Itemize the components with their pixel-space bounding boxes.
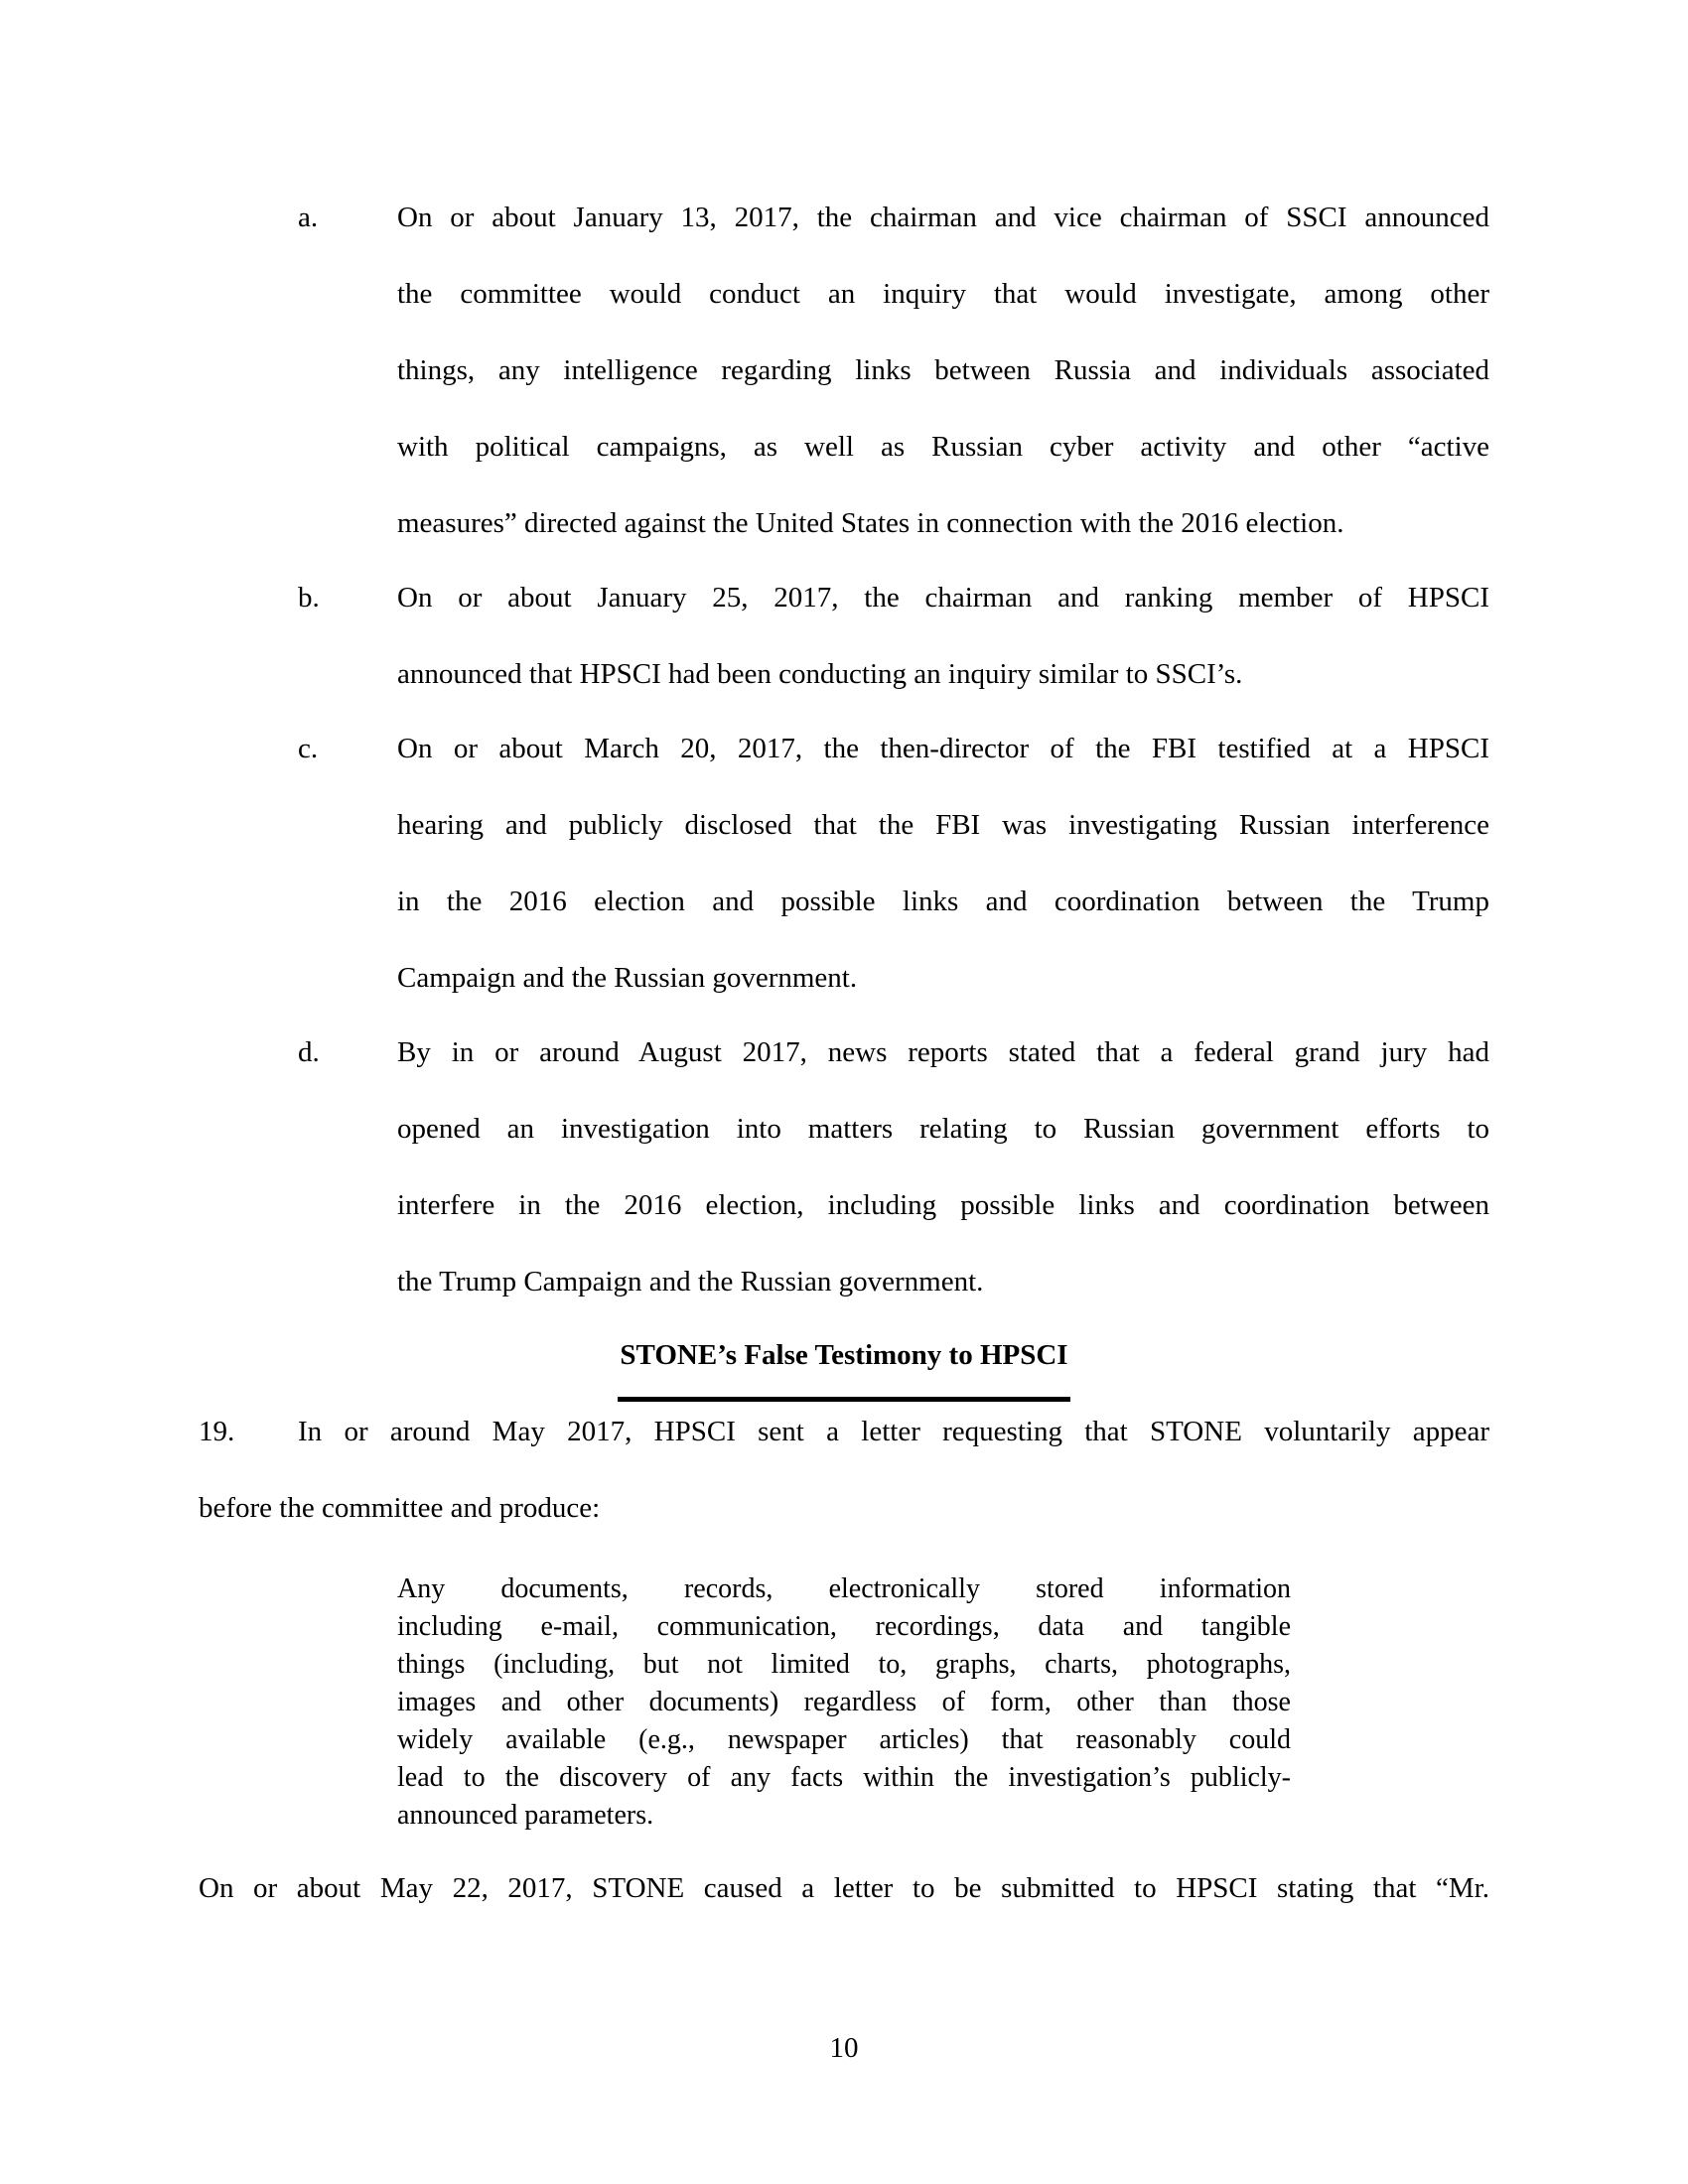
text-line: hearing and publicly disclosed that the FBI was investigating Russian interference bbox=[397, 809, 1489, 841]
text-line: things, any intelligence regarding links between Russia and individuals associated bbox=[397, 354, 1489, 386]
subparagraph-b-marker: b. bbox=[298, 582, 320, 614]
subparagraph-c-marker: c. bbox=[298, 733, 319, 764]
text-line: On or about May 22, 2017, STONE caused a letter to be submitted to HPSCI stating that “Mr. bbox=[199, 1872, 1489, 1904]
page-number-text: 10 bbox=[829, 2032, 859, 2064]
text-line: with political campaigns, as well as Russian cyber activity and other “active bbox=[397, 431, 1489, 463]
text-line bbox=[199, 1394, 1489, 1470]
quote-line: widely available (e.g., newspaper articles) that reasonably could bbox=[397, 1724, 1291, 1755]
text-line: By in or around August 2017, news reports stated that a federal grand jury had bbox=[397, 1036, 1489, 1068]
block-quote bbox=[397, 1570, 1291, 1835]
subparagraph-a-marker: a. bbox=[298, 202, 319, 233]
text-line: On or about January 13, 2017, the chairman and vice chairman of SSCI announced bbox=[397, 202, 1489, 233]
quote-line: including e-mail, communication, recordings, data and tangible bbox=[397, 1611, 1291, 1642]
text-line: On or about March 20, 2017, the then-director of the FBI testified at a HPSCI bbox=[397, 733, 1489, 764]
text-line: Campaign and the Russian government. bbox=[397, 962, 858, 994]
paragraph-19-number: 19. bbox=[199, 1416, 235, 1447]
text-line: announced that HPSCI had been conducting an inquiry similar to SSCI’s. bbox=[397, 658, 1243, 690]
text-line: the Trump Campaign and the Russian government. bbox=[397, 1266, 984, 1297]
paragraph-19 bbox=[199, 1394, 1489, 1547]
quote-line: Any documents, records, electronically stored information bbox=[397, 1573, 1291, 1604]
quote-line: things (including, but not limited to, graphs, charts, photographs, bbox=[397, 1649, 1291, 1680]
subparagraph-b bbox=[298, 560, 1489, 713]
section-heading-text: STONE’s False Testimony to HPSCI bbox=[618, 1317, 1069, 1402]
subparagraph-c bbox=[298, 711, 1489, 1017]
page-number bbox=[0, 2029, 1688, 2067]
text-line: On or about January 25, 2017, the chairman and ranking member of HPSCI bbox=[397, 582, 1489, 614]
text-line: in the 2016 election and possible links and coordination between the Trump bbox=[397, 886, 1489, 917]
quote-line: announced parameters. bbox=[397, 1800, 654, 1831]
paragraph-continuation bbox=[199, 1850, 1489, 1927]
subparagraph-a bbox=[298, 180, 1489, 562]
text-line: measures” directed against the United States in connection with the 2016 election. bbox=[397, 507, 1344, 539]
text-line: the committee would conduct an inquiry that would investigate, among other bbox=[397, 278, 1489, 310]
quote-line: images and other documents) regardless of form, other than those bbox=[397, 1687, 1291, 1717]
text-line: before the committee and produce: bbox=[199, 1492, 601, 1524]
section-heading bbox=[199, 1317, 1489, 1402]
text-line: opened an investigation into matters relating to Russian government efforts to bbox=[397, 1113, 1489, 1145]
subparagraph-d bbox=[298, 1015, 1489, 1320]
subparagraph-d-marker: d. bbox=[298, 1036, 320, 1068]
text-line: interfere in the 2016 election, including possible links and coordination between bbox=[397, 1189, 1489, 1221]
quote-line: lead to the discovery of any facts within the investigation’s publicly- bbox=[397, 1762, 1291, 1793]
paragraph-19-line-1: In or around May 2017, HPSCI sent a letter requesting that STONE voluntarily appear bbox=[298, 1416, 1489, 1447]
